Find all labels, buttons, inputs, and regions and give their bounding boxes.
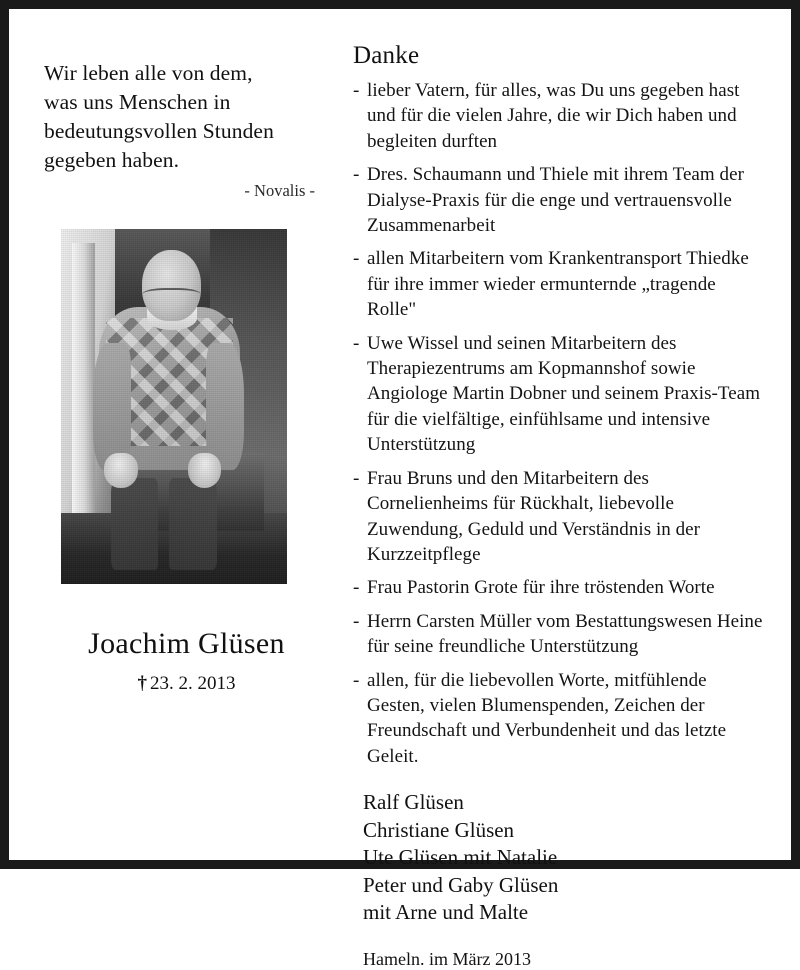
- cross-icon: †: [137, 673, 147, 694]
- signature-line: Christiane Glüsen: [363, 817, 515, 842]
- epitaph-quote: [44, 59, 329, 175]
- place-and-date: Hameln. im März 2013: [363, 948, 531, 969]
- thanks-item-text: lieber Vatern, für alles, was Du uns gegeben hast und für die vielen Jahre, die wir Dich haben und begleiten durften: [367, 80, 740, 152]
- thanks-item-text: Uwe Wissel und seinen Mitarbeitern des Therapiezentrums am Kopmannshof sowie Angiologe Martin Dobner und seinem Praxis-Team für die vielfältige, einfühlsame und intensive Unterstützung: [367, 332, 761, 456]
- signature-block: [353, 789, 765, 927]
- bullet-dash-icon: -: [353, 669, 360, 691]
- thanks-item-text: Dres. Schaumann und Thiele mit ihrem Team der Dialyse-Praxis für die enge und vertrauensvolle Zusammenarbeit: [367, 164, 744, 237]
- bullet-dash-icon: -: [353, 467, 360, 489]
- thanks-list-item: [353, 609, 765, 660]
- quote-line: gegeben haben.: [44, 148, 180, 172]
- thanks-list-item: [353, 162, 765, 238]
- bullet-dash-icon: -: [353, 332, 360, 354]
- thanks-list-item: [353, 668, 765, 770]
- thanks-list-item: [353, 331, 765, 458]
- thanks-list-item: [353, 78, 765, 154]
- signature-line: Ralf Glüsen: [363, 790, 464, 815]
- deceased-block: [44, 627, 329, 695]
- notice-paper: [9, 9, 791, 969]
- bullet-dash-icon: -: [353, 80, 360, 101]
- quote-line: was uns Menschen in: [44, 90, 231, 114]
- thanks-list: [353, 78, 765, 769]
- thanks-item-text: allen, für die liebevollen Worte, mitfühlende Gesten, vielen Blumenspenden, Zeichen der Freundschaft und Verbundenheit und das letzte Geleit.: [367, 669, 727, 767]
- right-column: [353, 41, 765, 970]
- portrait-photo: [61, 229, 287, 584]
- thanks-heading: Danke: [353, 42, 420, 69]
- quote-line: bedeutungsvollen Stunden: [44, 119, 274, 143]
- thanks-item-text: Frau Pastorin Grote für ihre tröstenden Worte: [367, 577, 715, 599]
- left-column: [44, 59, 329, 201]
- bullet-dash-icon: -: [353, 577, 360, 599]
- death-date: [44, 673, 329, 695]
- signature-line: Ute Glüsen mit Natalie: [363, 845, 558, 870]
- portrait-frame: [61, 229, 287, 584]
- bullet-dash-icon: -: [353, 610, 360, 632]
- quote-line: Wir leben alle von dem,: [44, 61, 253, 85]
- signature-line: Peter und Gaby Glüsen: [363, 872, 559, 897]
- bullet-dash-icon: -: [353, 164, 360, 186]
- thanks-item-text: Frau Bruns und den Mitarbeitern des Cornelienheims für Rückhalt, liebevolle Zuwendung, Geduld und Verständnis in der Kurzzeitpflege: [367, 467, 701, 565]
- deceased-name: Joachim Glüsen: [88, 627, 285, 660]
- thanks-item-text: Herrn Carsten Müller vom Bestattungswesen Heine für seine freundliche Unterstützung: [367, 610, 763, 658]
- thanks-item-text: allen Mitarbeitern vom Krankentransport Thiedke für ihre immer wieder ermunternde „tragende Rolle": [367, 248, 749, 321]
- bullet-dash-icon: -: [353, 248, 360, 270]
- death-date-value: 23. 2. 2013: [150, 673, 236, 694]
- photo-grain-overlay: [61, 229, 287, 584]
- thanks-list-item: [353, 246, 765, 322]
- signature-line: mit Arne und Malte: [363, 900, 529, 925]
- thanks-list-item: [353, 575, 765, 600]
- quote-attribution: - Novalis -: [244, 181, 315, 200]
- thanks-list-item: [353, 466, 765, 568]
